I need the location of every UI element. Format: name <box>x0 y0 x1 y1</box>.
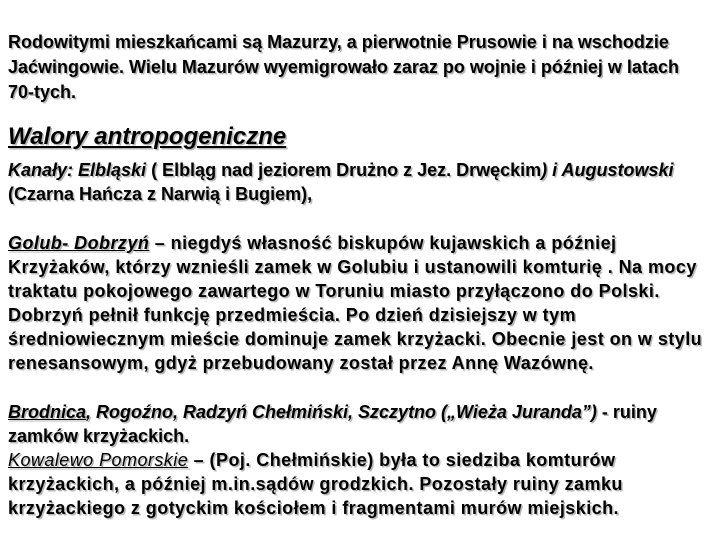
intro-paragraph: Rodowitymi mieszkańcami są Mazurzy, a pierwotnie Prusowie i na wschodzie Jaćwingowie. Wielu Mazurów wyemigrowało zaraz po wojnie i później w latach 70-tych. <box>8 32 679 102</box>
golub-label: Golub- Dobrzyń <box>8 233 150 253</box>
golub-paragraph <box>8 231 712 375</box>
golub-text: – niegdyś własność biskupów kujawskich a później Krzyżaków, którzy wznieśli zamek w Golubiu i ustanowili komturię . Na mocy traktatu pokojowego zawartego w Toruniu miasto przyłączono do Polski. Dobrzyń pełnił funkcję przedmieścia. Po dzień dzisiejszy w tym średniowiecznym mieście dominuje zamek krzyżacki. Obecnie jest on w stylu renesansowym, gdyż przebudowany został przez Annę Wazównę. <box>8 233 703 373</box>
canals-augustowski: i Augustowski <box>547 160 674 180</box>
brodnica-text: - ruiny zamków krzyżackich. <box>8 402 657 446</box>
canals-text-2: (Czarna Hańcza z Narwią i Bugiem), <box>8 184 313 204</box>
section-heading: Walory antropogeniczne <box>8 123 287 150</box>
canals-paren: ) <box>541 160 548 180</box>
canals-text-1: ( Elbląg nad jeziorem Drużno z Jez. Drwęckim <box>146 160 542 180</box>
kowalewo-text: – (Poj. Chełmińskie) była to siedziba komturów krzyżackich, a później m.in.sądów grodzkich. Pozostały ruiny zamku krzyżackiego z gotyckim kościołem i fragmentami murów miejskich. <box>8 450 623 518</box>
canals-paragraph <box>8 158 712 206</box>
canals-label: Kanały: Elbląski <box>8 160 147 180</box>
kowalewo-label: Kowalewo Pomorskie <box>8 450 189 470</box>
brodnica-towns: , Rogoźno, Radzyń Chełmiński, Szczytno („Wieża Juranda”) <box>86 402 602 422</box>
brodnica-paragraph <box>8 400 712 448</box>
brodnica-label: Brodnica <box>8 402 87 422</box>
kowalewo-paragraph <box>8 448 712 520</box>
